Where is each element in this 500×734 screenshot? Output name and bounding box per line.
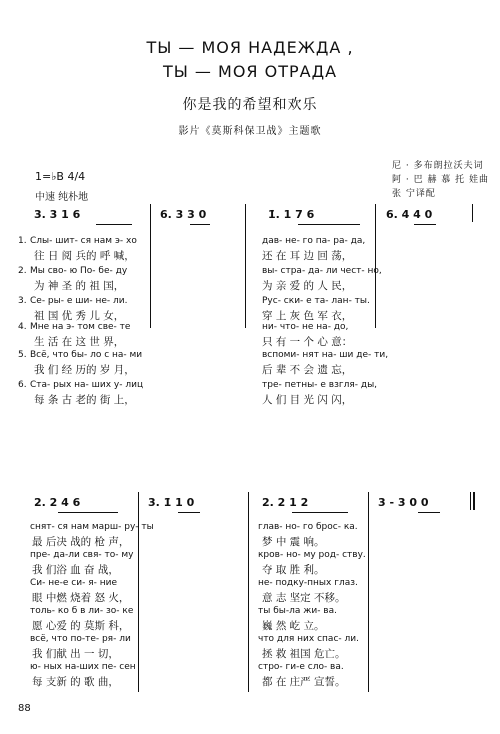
lyric-ru: глав- но- го брос- ка. bbox=[258, 522, 358, 532]
verse-number: 2. bbox=[18, 266, 27, 276]
lyric-cn: 我 们献 出 一 切， bbox=[32, 648, 119, 660]
measure-notes: 2. 2 4 6 bbox=[34, 496, 81, 509]
barline bbox=[472, 204, 473, 222]
barline bbox=[150, 204, 151, 328]
lyric-cn: 为 亲 爱 的 人 民， bbox=[262, 280, 353, 292]
lyric-ru: тре- петны- е взгля- ды, bbox=[262, 380, 378, 390]
measure-notes: 2. 2 1 2 bbox=[262, 496, 309, 509]
note-beam bbox=[190, 224, 210, 225]
lyric-cn: 都 在 庄严 宣誓。 bbox=[262, 676, 346, 688]
lyric-cn: 每 支新 的 歌 曲， bbox=[32, 676, 119, 688]
lyric-ru: ю- ных на-ших пе- сен bbox=[30, 662, 136, 672]
tempo-marking: 中速 纯朴地 bbox=[35, 192, 89, 203]
note-beam bbox=[178, 512, 200, 513]
lyric-cn: 每 条 古 老的 街 上， bbox=[34, 394, 135, 406]
lyric-cn: 梦 中 震 响。 bbox=[262, 536, 325, 548]
credit-translator: 张 宁译配 bbox=[392, 189, 436, 199]
key-signature: 1=♭B 4/4 bbox=[35, 170, 86, 183]
lyric-cn: 只 有 一 个 心 意： bbox=[262, 336, 353, 348]
barline bbox=[368, 492, 369, 692]
final-barline bbox=[473, 492, 475, 510]
lyric-cn: 夺 取 胜 利。 bbox=[262, 564, 325, 576]
lyric-ru: снят- ся нам марш- ру- ты bbox=[30, 522, 154, 532]
measure-notes: 3. 1̇ 1 0 bbox=[148, 496, 195, 509]
lyric-ru: не- подку-пных глаз. bbox=[258, 578, 358, 588]
lyric-cn: 穿 上 灰 色 军 衣， bbox=[262, 310, 353, 322]
note-beam bbox=[298, 224, 360, 225]
lyric-ru: Мы сво- ю По- бе- ду bbox=[30, 266, 128, 276]
measure-notes: 3 - 3 0 0 bbox=[378, 496, 429, 509]
lyric-cn: 生 活 在 这 世 界， bbox=[34, 336, 125, 348]
lyric-ru: дав- не- го па- ра- да, bbox=[262, 236, 366, 246]
credit-composer: 阿 · 巴 赫 慕 托 娃曲 bbox=[392, 175, 490, 185]
page-number: 88 bbox=[18, 703, 31, 714]
lyric-ru: пре- да-ли свя- то- му bbox=[30, 550, 134, 560]
lyric-ru: ни- что- не на- до, bbox=[262, 322, 349, 332]
lyric-ru: всё, что по-те- ря- ли bbox=[30, 634, 131, 644]
lyric-cn: 为 神 圣 的 祖 国， bbox=[34, 280, 125, 292]
lyric-cn: 人 们 目 光 闪 闪， bbox=[262, 394, 353, 406]
verse-number: 4. bbox=[18, 322, 27, 332]
lyric-ru: кров- но- му род- ству. bbox=[258, 550, 366, 560]
lyric-cn: 我 们 经 历的 岁 月， bbox=[34, 364, 135, 376]
lyric-ru: Слы- шит- ся нам э- хо bbox=[30, 236, 137, 246]
lyric-ru: Рус- ски- е та- лан- ты. bbox=[262, 296, 370, 306]
lyric-cn: 眼 中燃 烧着 怒 火， bbox=[32, 592, 130, 604]
lyric-ru: что для них спас- ли. bbox=[258, 634, 359, 644]
measure-notes: 3. 3 1 6 bbox=[34, 208, 81, 221]
measure-notes: 1̇. 1 7 6 bbox=[268, 208, 315, 221]
barline bbox=[248, 492, 249, 692]
note-beam bbox=[414, 224, 436, 225]
note-beam bbox=[58, 512, 118, 513]
verse-number: 3. bbox=[18, 296, 27, 306]
lyric-cn: 我 们浴 血 奋 战， bbox=[32, 564, 119, 576]
title-ru-line2: ТЫ — МОЯ ОТРАДА bbox=[162, 62, 338, 81]
lyric-ru: Си- не-е си- я- ние bbox=[30, 578, 118, 588]
lyric-ru: вспоми- нят на- ши де- ти, bbox=[262, 350, 389, 360]
lyric-ru: Ста- рых на- ших у- лиц bbox=[30, 380, 144, 390]
lyric-ru: Се- ры- е ши- не- ли. bbox=[30, 296, 128, 306]
barline bbox=[245, 204, 246, 328]
verse-number: 1. bbox=[18, 236, 27, 246]
lyric-cn: 最 后决 战的 枪 声， bbox=[32, 536, 130, 548]
lyric-cn: 意 志 坚定 不移。 bbox=[262, 592, 346, 604]
verse-number: 6. bbox=[18, 380, 27, 390]
lyric-ru: ты бы-ла жи- ва. bbox=[258, 606, 337, 616]
subtitle: 影片《莫斯科保卫战》主题歌 bbox=[178, 126, 322, 137]
lyric-ru: стро- ги-е сло- ва. bbox=[258, 662, 344, 672]
lyric-cn: 愿 心爱 的 莫斯 科， bbox=[32, 620, 130, 632]
lyric-cn: 巍 然 屹 立。 bbox=[262, 620, 325, 632]
note-beam bbox=[96, 224, 132, 225]
lyric-ru: толь- ко б в ли- зо- ке bbox=[30, 606, 134, 616]
lyric-cn: 祖 国 优 秀 儿 女， bbox=[34, 310, 125, 322]
title-ru-line1: ТЫ — МОЯ НАДЕЖДА , bbox=[146, 38, 354, 57]
final-barline bbox=[470, 492, 471, 510]
measure-notes: 6. 3 3 0 bbox=[160, 208, 207, 221]
lyric-cn: 还 在 耳 边 回 荡， bbox=[262, 250, 353, 262]
lyric-cn: 后 辈 不 会 遗 忘， bbox=[262, 364, 353, 376]
title-cn: 你是我的希望和欢乐 bbox=[182, 97, 318, 113]
lyric-cn: 往 日 阅 兵的 呼 喊， bbox=[34, 250, 135, 262]
lyric-ru: вы- стра- да- ли чест- но, bbox=[262, 266, 382, 276]
verse-number: 5. bbox=[18, 350, 27, 360]
note-beam bbox=[418, 512, 440, 513]
credit-lyricist: 尼 · 多布朗拉沃夫词 bbox=[392, 161, 484, 171]
measure-notes: 6. 4 4 0 bbox=[386, 208, 433, 221]
note-beam bbox=[292, 512, 348, 513]
lyric-ru: Всё, что бы- ло с на- ми bbox=[30, 350, 143, 360]
lyric-ru: Мне на э- том све- те bbox=[30, 322, 131, 332]
lyric-cn: 拯 救 祖国 危亡。 bbox=[262, 648, 346, 660]
